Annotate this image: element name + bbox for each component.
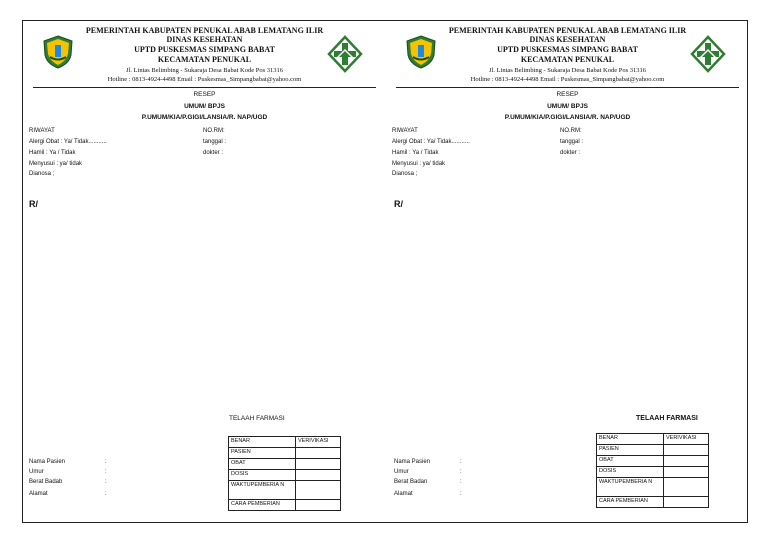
diagnosa-field: Dianosa ; xyxy=(29,171,55,177)
header-puskesmas: UPTD PUSKESMAS SIMPANG BABAT xyxy=(497,45,638,54)
table-row xyxy=(229,448,341,459)
no-rm-field: NO.RM: xyxy=(203,128,225,134)
riwayat-label: RIWAYAT xyxy=(392,128,418,134)
resep-title: RESEP xyxy=(556,91,579,98)
table-row xyxy=(229,470,341,481)
table-row xyxy=(597,467,709,478)
payer-type: UMUM/ BPJS xyxy=(184,103,225,110)
nama-pasien-label: Nama Pasien xyxy=(394,459,431,465)
row-label-cara: CARA PEMBERIAN xyxy=(229,500,296,511)
no-rm-field: NO.RM: xyxy=(560,128,582,134)
dokter-field: dokter : xyxy=(560,150,581,156)
header-district: KECAMATAN PENUKAL xyxy=(157,55,252,64)
header-government: PEMERINTAH KABUPATEN PENUKAL ABAB LEMATANG ILIR xyxy=(85,26,324,35)
resep-title: RESEP xyxy=(193,91,216,98)
header-district: KECAMATAN PENUKAL xyxy=(520,55,615,64)
prescription-form-right xyxy=(386,21,749,522)
table-row xyxy=(597,456,709,467)
row-label-pasien: PASIEN xyxy=(229,448,296,459)
row-label-dosis: DOSIS xyxy=(229,470,296,481)
table-header-benar: BENAR xyxy=(597,434,664,445)
header-address: Jl. Lintas Belimbing - Sukaraja Desa Babat Kode Pos 31316 xyxy=(125,67,284,74)
dokter-field: dokter : xyxy=(203,150,224,156)
row-label-obat: OBAT xyxy=(229,459,296,470)
row-label-waktu: WAKTUPEMBERIA N xyxy=(229,481,296,500)
header-government: PEMERINTAH KABUPATEN PENUKAL ABAB LEMATANG ILIR xyxy=(448,26,687,35)
table-row xyxy=(597,445,709,456)
tanggal-field: tanggal : xyxy=(203,139,227,145)
check-cell xyxy=(664,445,709,456)
berat-badan-label: Berat Badan xyxy=(394,479,428,485)
check-cell xyxy=(296,481,341,500)
row-label-pasien: PASIEN xyxy=(597,445,664,456)
prescription-sheet xyxy=(22,20,748,523)
row-label-waktu: WAKTUPEMBERIA N xyxy=(597,478,664,497)
alergi-field: Alergi Obat : Ya/ Tidak........... xyxy=(392,139,470,145)
hamil-field: Hamil : Ya / Tidak xyxy=(392,150,439,156)
berat-badan-label: Berat Badab xyxy=(29,479,63,485)
alamat-label: Alamat xyxy=(394,491,413,497)
telaah-farmasi-table xyxy=(596,433,709,508)
check-cell xyxy=(296,470,341,481)
check-cell xyxy=(296,500,341,511)
alergi-field: Alergi Obat : Ya/ Tidak........... xyxy=(29,139,107,145)
header-department: DINAS KESEHATAN xyxy=(529,35,606,44)
table-row xyxy=(597,434,709,445)
service-units: P.UMUM/KIA/P.GIGI/LANSIA/R. NAP/UGD xyxy=(504,114,631,121)
colon: : xyxy=(105,459,107,465)
header-department: DINAS KESEHATAN xyxy=(166,35,243,44)
check-cell xyxy=(664,478,709,497)
umur-label: Umur xyxy=(29,469,44,475)
riwayat-label: RIWAYAT xyxy=(29,128,55,134)
table-row xyxy=(229,459,341,470)
table-row xyxy=(597,478,709,497)
header-address: Jl. Lintas Belimbing - Sukaraja Desa Babat Kode Pos 31316 xyxy=(488,67,647,74)
tanggal-field: tanggal : xyxy=(560,139,584,145)
colon: : xyxy=(460,491,462,497)
nama-pasien-label: Nama Pasien xyxy=(29,459,66,465)
table-row xyxy=(229,481,341,500)
telaah-farmasi-title: TELAAH FARMASI xyxy=(229,415,285,422)
row-label-cara: CARA PEMBERIAN xyxy=(597,497,664,508)
hamil-field: Hamil : Ya / Tidak xyxy=(29,150,76,156)
check-cell xyxy=(664,497,709,508)
menyusui-field: Menyusui : ya/ tidak xyxy=(29,161,83,167)
header-contact: Hotline : 0813-4924-4498 Email : Puskesmas_Simpangbabat@yahoo.com xyxy=(470,76,665,83)
table-row xyxy=(597,497,709,508)
service-units: P.UMUM/KIA/P.GIGI/LANSIA/R. NAP/UGD xyxy=(141,114,268,121)
colon: : xyxy=(105,479,107,485)
row-label-dosis: DOSIS xyxy=(597,467,664,478)
header-contact: Hotline : 0813-4924-4498 Email : Puskesmas_Simpangbabat@yahoo.com xyxy=(107,76,302,83)
diagnosa-field: Dianosa ; xyxy=(392,171,418,177)
check-cell xyxy=(664,467,709,478)
rx-symbol: R/ xyxy=(394,199,403,209)
check-cell xyxy=(296,448,341,459)
header-puskesmas: UPTD PUSKESMAS SIMPANG BABAT xyxy=(134,45,275,54)
prescription-form-left xyxy=(23,21,386,522)
rx-symbol: R/ xyxy=(29,199,38,209)
colon: : xyxy=(105,469,107,475)
telaah-farmasi-title: TELAAH FARMASI xyxy=(636,415,698,422)
colon: : xyxy=(460,479,462,485)
menyusui-field: Menyusui : ya/ tidak xyxy=(392,161,446,167)
telaah-farmasi-table xyxy=(228,436,341,511)
header-divider xyxy=(396,87,739,88)
payer-type: UMUM/ BPJS xyxy=(547,103,588,110)
table-header-benar: BENAR xyxy=(229,437,296,448)
row-label-obat: OBAT xyxy=(597,456,664,467)
table-header-verifikasi: VERIVIKASI xyxy=(296,437,341,448)
colon: : xyxy=(460,469,462,475)
table-row xyxy=(229,437,341,448)
alamat-label: Alamat xyxy=(29,491,48,497)
header-divider xyxy=(33,87,376,88)
table-row xyxy=(229,500,341,511)
table-header-verifikasi: VERIVIKASI xyxy=(664,434,709,445)
colon: : xyxy=(460,459,462,465)
check-cell xyxy=(664,456,709,467)
check-cell xyxy=(296,459,341,470)
umur-label: Umur xyxy=(394,469,409,475)
colon: : xyxy=(105,491,107,497)
